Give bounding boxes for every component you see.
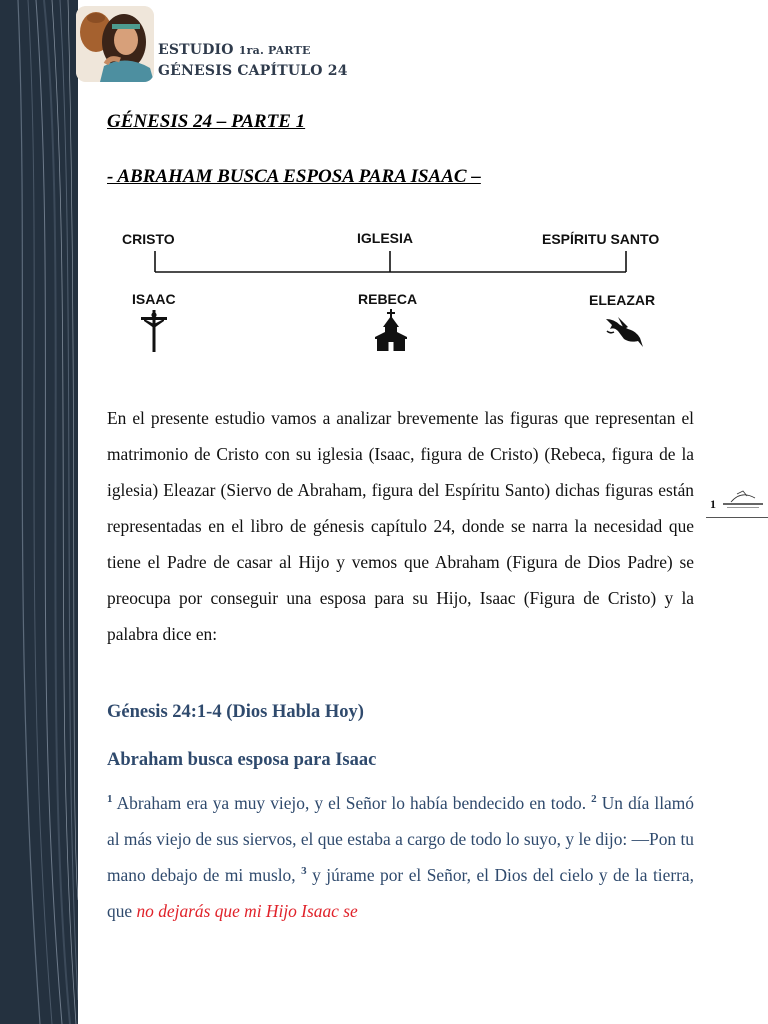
header-photo — [76, 6, 154, 82]
page-subtitle: - ABRAHAM BUSCA ESPOSA PARA ISAAC – — [107, 166, 481, 187]
verse-number-2: 2 — [591, 793, 597, 805]
verse-text-2: Un día llamó al más viejo de sus siervos, el que estaba a cargo de todo lo suyo, y le dijo: —Pon tu mano debajo de mi muslo, — [107, 793, 694, 885]
decorative-side-band — [0, 0, 78, 1024]
side-band-lines — [0, 0, 78, 1024]
verse-number-3: 3 — [301, 865, 307, 877]
label-eleazar: ELEAZAR — [589, 292, 656, 308]
intro-paragraph: En el presente estudio vamos a analizar brevemente las figuras que representan el matrimonio de Cristo con su iglesia (Isaac, figura de Cristo) (Rebeca, figura de la iglesia) Eleazar (Siervo de Abraham, figura del Espíritu Santo) dichas figuras están representadas en el libro de génesis capítulo 24, donde se narra la necesidad que tiene el Padre de casar al Hijo y vemos que Abraham (Figura de Dios Padre) se preocupa por conseguir una esposa para su Hijo, Isaac (Figura de Cristo) y la palabra dice en: — [107, 408, 694, 644]
scripture-passage — [107, 785, 694, 929]
verse-emphasis: no dejarás que mi Hijo Isaac se — [136, 901, 358, 921]
margin-logo-icon — [721, 488, 765, 512]
label-iglesia: IGLESIA — [357, 230, 414, 246]
section-heading: Abraham busca esposa para Isaac — [107, 750, 377, 770]
header-chapter-label: GÉNESIS CAPÍTULO 24 — [158, 63, 348, 79]
label-rebeca: REBECA — [358, 291, 418, 307]
label-espiritu-santo: ESPÍRITU SANTO — [542, 231, 660, 247]
figures-diagram — [110, 225, 710, 360]
page-title: GÉNESIS 24 – PARTE 1 — [107, 111, 306, 132]
header-part-label: 1ra. PARTE — [238, 44, 311, 57]
margin-divider — [706, 517, 768, 518]
header-title-block — [158, 40, 348, 82]
dove-icon — [604, 317, 644, 349]
church-icon — [374, 309, 408, 351]
verse-text-3: y júrame por el Señor, el Dios del cielo y de la tierra, que — [107, 865, 694, 921]
scripture-reference-heading: Génesis 24:1-4 (Dios Habla Hoy) — [107, 702, 364, 722]
label-isaac: ISAAC — [132, 291, 176, 307]
header-line-1 — [158, 40, 348, 61]
label-cristo: CRISTO — [122, 231, 175, 247]
woman-with-jar-illustration — [76, 6, 154, 82]
header-study-label: ESTUDIO — [158, 42, 234, 58]
verse-number-1: 1 — [107, 793, 113, 805]
crucifix-icon — [140, 310, 168, 352]
verse-text-1: Abraham era ya muy viejo, y el Señor lo había bendecido en todo. — [112, 793, 592, 813]
page-number: 1 — [710, 497, 716, 511]
